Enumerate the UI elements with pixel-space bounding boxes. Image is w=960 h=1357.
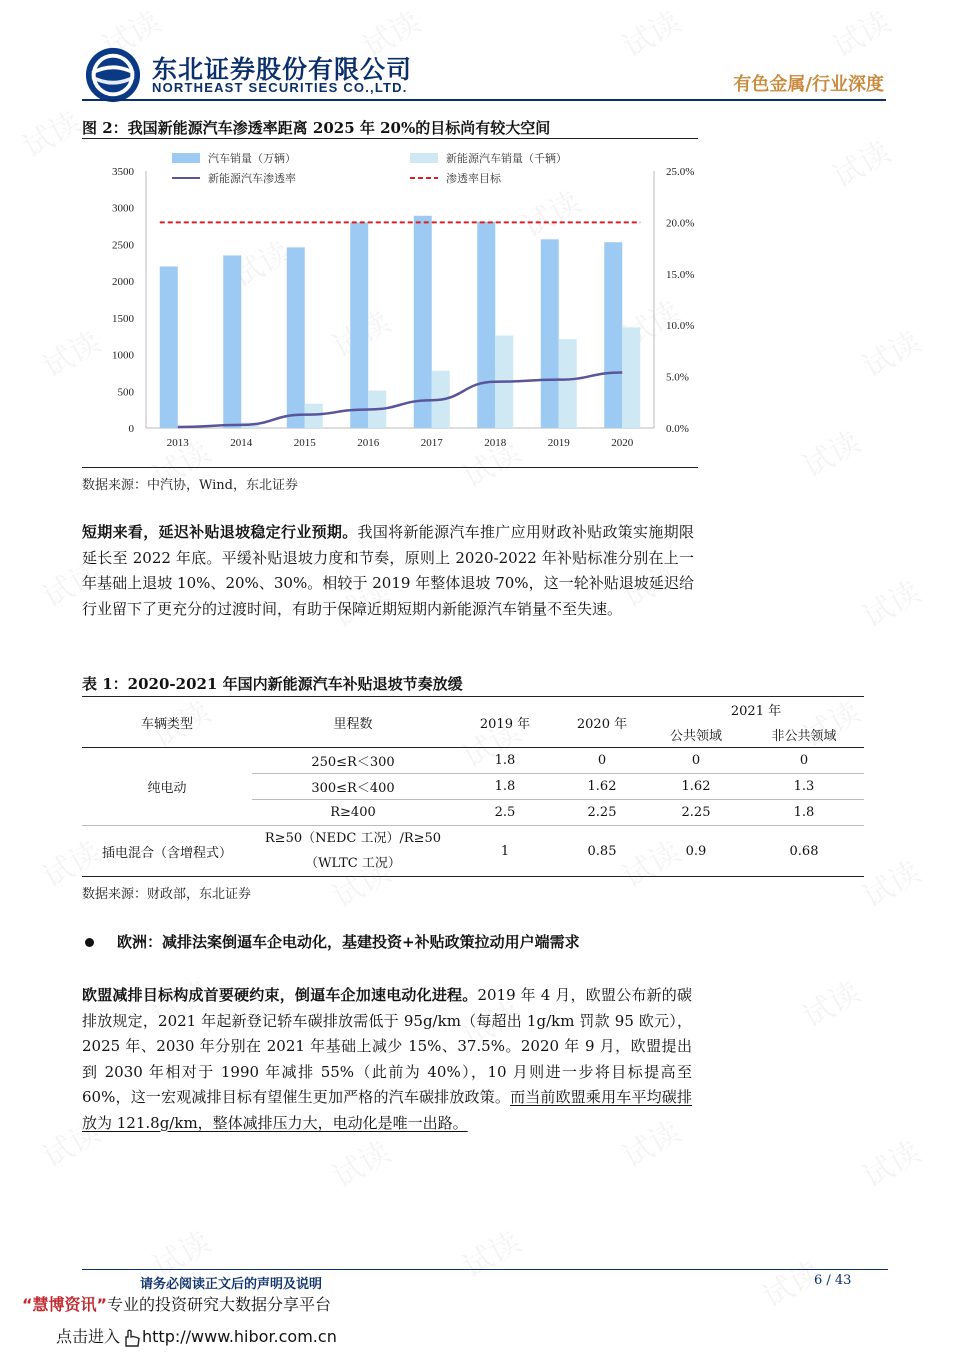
paragraph-body: 我国将新能源汽车推广应用财政补贴政策实施期限延长至 2022 年底。平缓补贴退坡力度和节奏，原则上 2020-2022 年补贴标准分别在上一年基础上退坡 10%、20%、30%。相较于 2019 年整体退坡 70%，这一轮补贴退坡延迟给行业留下了更充分的过渡时间，有助于保障近期短期内新能源汽车销量不至失速。 [82, 523, 694, 618]
subsidy-table [82, 696, 864, 877]
y-right-tick-label: 10.0% [666, 320, 695, 333]
cell-2019: 1.8 [454, 748, 556, 774]
bar-car-sales [350, 222, 368, 428]
cell-nonpublic: 1.3 [744, 774, 864, 800]
x-tick-label: 2017 [420, 437, 443, 449]
cell-2020: 1.62 [556, 774, 648, 800]
bev-label: 纯电动 [82, 748, 252, 826]
cell-public: 1.62 [648, 774, 744, 800]
watermark-text [793, 418, 867, 486]
cell-2020: 0 [556, 748, 648, 774]
x-tick-label: 2018 [484, 437, 507, 449]
x-tick-label: 2020 [611, 437, 634, 449]
cell-public: 2.25 [648, 800, 744, 826]
bullet-icon [85, 938, 94, 947]
y-left-tick-label: 3000 [112, 202, 134, 215]
page-number: 6 / 43 [814, 1273, 852, 1288]
cell-2020: 2.25 [556, 800, 648, 826]
cell-range [252, 826, 454, 877]
x-tick-label: 2015 [293, 437, 316, 449]
y-right-tick-label: 25.0% [666, 166, 695, 178]
paragraph-europe [82, 983, 692, 1136]
cell-public: 0 [648, 748, 744, 774]
y-left-tick-label: 500 [117, 386, 134, 399]
promo-banner [22, 1292, 331, 1315]
cell-nonpublic: 0.68 [744, 826, 864, 877]
watermark-text [853, 1128, 927, 1196]
legend-label: 渗透率目标 [446, 172, 501, 185]
y-left-tick-label: 2000 [112, 276, 134, 289]
header-2021: 2021 年 [648, 697, 864, 723]
watermark-text [453, 1218, 527, 1286]
company-name-cn: 东北证券股份有限公司 [152, 55, 413, 84]
legend-swatch [410, 153, 438, 163]
legend-label: 新能源汽车销量（千辆） [446, 152, 567, 165]
watermark-text [823, 128, 897, 196]
y-left-tick-label: 2500 [112, 239, 134, 252]
cell-2019: 1.8 [454, 774, 556, 800]
chart-legend [172, 151, 567, 185]
bar-car-sales [541, 239, 559, 428]
y-right-tick-label: 5.0% [666, 371, 689, 384]
table-title: 表 1：2020-2021 年国内新能源汽车补贴退坡节奏放缓 [82, 675, 463, 693]
y-left-tick-label: 1500 [112, 312, 134, 325]
legend-label: 新能源汽车渗透率 [208, 172, 296, 185]
watermark-text [853, 568, 927, 636]
bar-car-sales [604, 242, 622, 428]
y-right-tick-label: 15.0% [666, 268, 695, 281]
cell-range: R≥400 [252, 800, 454, 826]
bar-car-sales [287, 247, 305, 428]
cell-2020: 0.85 [556, 826, 648, 877]
table-row [82, 748, 864, 774]
cell-public: 0.9 [648, 826, 744, 877]
y-right-tick-label: 0.0% [666, 423, 689, 435]
header-2019: 2019 年 [454, 697, 556, 748]
y-left-tick-label: 1000 [112, 349, 134, 362]
phev-range-line1: R≥50（NEDC 工况）/R≥50 [264, 831, 442, 846]
sales-penetration-chart [82, 140, 698, 466]
bar-car-sales [414, 216, 432, 428]
paragraph-lead: 短期来看，延迟补贴退坡稳定行业预期。 [82, 523, 358, 541]
y-left-tick-label: 0 [128, 423, 134, 435]
chart-axes [146, 171, 654, 428]
chart-bars [160, 216, 641, 428]
x-tick-label: 2016 [357, 437, 380, 449]
cell-nonpublic: 1.8 [744, 800, 864, 826]
table-source: 数据来源：财政部，东北证券 [82, 887, 252, 902]
table-row [82, 826, 864, 877]
watermark-text [13, 98, 87, 166]
report-category: 有色金属/行业深度 [733, 74, 884, 95]
header-public: 公共领域 [648, 722, 744, 748]
bar-car-sales [477, 222, 495, 428]
bar-car-sales [223, 255, 241, 428]
paragraph-subsidy [82, 520, 694, 622]
header-vehicle-type: 车辆类型 [82, 697, 252, 748]
figure-bottom-rule [82, 467, 698, 468]
phev-range-line2: （WLTC 工况） [305, 856, 401, 871]
header-divider [82, 99, 886, 101]
cell-2019: 1 [454, 826, 556, 877]
promo-link[interactable] [56, 1324, 337, 1347]
company-name-en: NORTHEAST SECURITIES CO.,LTD. [152, 80, 408, 95]
hand-pointer-icon [120, 1329, 142, 1347]
bar-nev-sales [305, 404, 323, 428]
cell-nonpublic: 0 [744, 748, 864, 774]
promo-brand: “慧博资讯” [22, 1295, 108, 1314]
figure-top-rule [82, 138, 698, 139]
figure-source: 数据来源：中汽协，Wind，东北证券 [82, 478, 298, 493]
company-logo-icon [84, 46, 142, 104]
paragraph-lead: 欧盟减排目标构成首要硬约束，倒逼车企加速电动化进程。 [82, 986, 478, 1004]
link-url[interactable]: http://www.hibor.com.cn [142, 1327, 337, 1346]
figure-title: 图 2：我国新能源汽车渗透率距离 2025 年 20%的目标尚有较大空间 [82, 119, 551, 137]
legend-label: 汽车销量（万辆） [208, 152, 296, 165]
x-tick-label: 2019 [547, 437, 570, 449]
disclaimer-note: 请务必阅读正文后的声明及说明 [140, 1277, 323, 1292]
header-range: 里程数 [252, 697, 454, 748]
watermark-text [793, 968, 867, 1036]
legend-swatch [172, 153, 200, 163]
cell-range: 300≤R＜400 [252, 774, 454, 800]
x-tick-label: 2013 [166, 437, 189, 449]
cell-range: 250≤R＜300 [252, 748, 454, 774]
footer-divider [82, 1269, 888, 1270]
y-right-tick-label: 20.0% [666, 217, 695, 230]
bar-nev-sales [559, 339, 577, 428]
y-left-tick-label: 3500 [112, 166, 134, 178]
x-tick-label: 2014 [230, 437, 253, 449]
promo-text: 专业的投资研究大数据分享平台 [107, 1295, 332, 1314]
table-header-row [82, 697, 864, 723]
cell-2019: 2.5 [454, 800, 556, 826]
phev-label: 插电混合（含增程式） [82, 826, 252, 877]
section-heading: 欧洲：减排法案倒逼车企电动化，基建投资+补贴政策拉动用户端需求 [117, 933, 580, 951]
header-nonpublic: 非公共领域 [744, 722, 864, 748]
paragraph-underlined: 而当前欧盟乘用车平均碳排放为 121.8g/km，整体减排压力大，电动化是唯一出路。 [82, 1088, 692, 1132]
link-prefix: 点击进入 [56, 1327, 121, 1346]
watermark-text [823, 0, 897, 66]
bar-nev-sales [622, 327, 640, 428]
watermark-text [323, 1128, 397, 1196]
paragraph-body: 2019 年 4 月，欧盟公布新的碳排放规定，2021 年起新登记轿车碳排放需低于 95g/km（每超出 1g/km 罚款 95 欧元），2025 年、2030 年分别在 2021 年基础上减少 15%、37.5%。2020 年 9 月，欧盟提出到 2030 年相对于 1990 年减排 55%（此前为 40%），10 月则进一步将目标提高至 60%，这一宏观减排目标有望催生更加严格的汽车碳排放政策。 [82, 986, 692, 1106]
watermark-text [853, 848, 927, 916]
header-2020: 2020 年 [556, 697, 648, 748]
watermark-text [853, 318, 927, 386]
watermark-text [613, 0, 687, 66]
bar-car-sales [160, 266, 178, 428]
